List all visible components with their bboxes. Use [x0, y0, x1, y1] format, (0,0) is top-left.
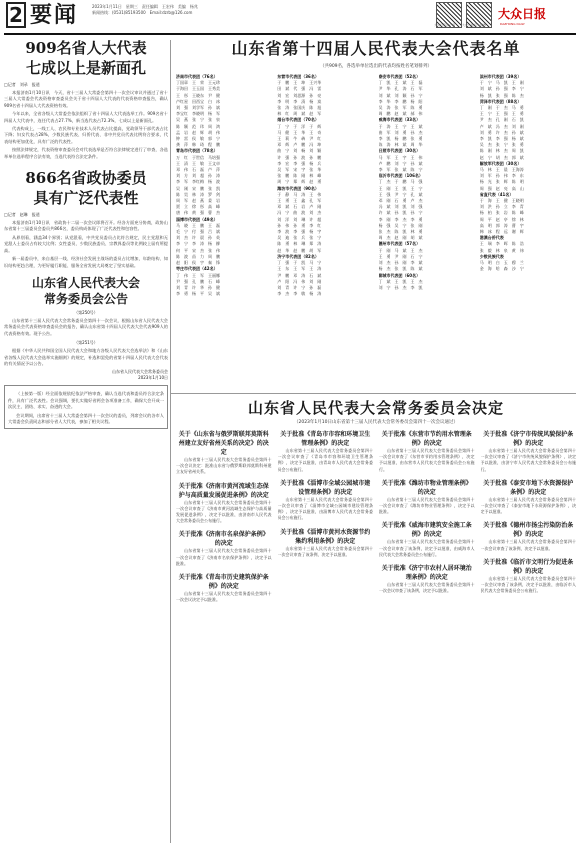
- decisions-title: 山东省人民代表大会常务委员会决定: [247, 399, 504, 417]
- decision-item: [176, 530, 272, 567]
- deputy-names-line: 赵 华 赵 鹏 胡 军: [277, 247, 322, 253]
- story-headline: 具有广泛代表性: [33, 189, 139, 208]
- decisions-column: [278, 430, 374, 842]
- delegation-heading: 聊城市代表团（60名）: [378, 272, 421, 278]
- delegation-heading: 青岛市代表团（78名）: [176, 148, 218, 154]
- deputy-names-line: 钟 雷 侯 敏 郭 宁: [176, 136, 220, 142]
- deputy-names-line: 卢红星 田西宝 白 冰: [176, 98, 220, 104]
- decision-item: [481, 558, 577, 595]
- deputy-names-line: 李 波 李 强 杨 宇: [277, 229, 322, 235]
- story-deputies: [4, 38, 168, 160]
- masthead: [0, 0, 580, 34]
- deputy-names-line: 马 林 王 晨 王海涛: [479, 167, 524, 173]
- deputy-list: [176, 74, 576, 390]
- story-paragraph: 本报济南1月10日讯 省政协十二届一次会议即将召开。经各方面充分协商，政协山东省第十三届委员会委员共866名，委员构成体现了广泛代表性和包容性。: [4, 220, 168, 232]
- deputy-names-line: 尹 强 孔 鹏 石 峰: [176, 278, 220, 284]
- deputy-names-line: 王 清 王 敏 王文卓: [176, 160, 220, 166]
- deputy-names-line: 张 涛 张国庆 陈 旭: [277, 105, 322, 111]
- masthead-meta-line: 新闻热线：(0531)85193500 Email:dzrb@126.com: [92, 10, 193, 15]
- decision-body: 山东省第十三届人民代表大会常务委员会第四十一次会议决定：批准山东省与俄罗斯联邦莫斯科州建立友好省州关系。: [176, 457, 272, 475]
- decision-body: 山东省第十三届人民代表大会常务委员会第四十一次会议审查了《东营市节约用水管理条例》，决定予以批准，由东营市人民代表大会常务委员会公布施行。: [379, 448, 475, 472]
- decision-title: 关于批准《潍坊市物业管理条例》的决定: [381, 479, 472, 496]
- deputy-names-line: 许 斌 孙 凯 孙 宁: [378, 210, 423, 216]
- deputy-list-column: [176, 74, 272, 390]
- deputy-names-line: 吴 杰 张 宁 张 勇: [479, 142, 524, 148]
- story-headline: 866名省政协委员: [25, 169, 147, 188]
- delegation-heading: 日照市代表团（30名）: [378, 148, 421, 154]
- deputy-names-line: 尹 杰 孔 刚 石 凯: [479, 117, 524, 123]
- deputy-names-line: 马 明 白 玉 穆 兰: [479, 260, 524, 266]
- decision-body: 山东省第十三届人民代表大会常务委员会第四十一次会议审查了《淄博市全域公园城市建设管理条例》，决定予以批准，由淄博市人民代表大会常务委员会公布施行。: [277, 496, 373, 521]
- decision-item: [379, 479, 475, 516]
- delegation-heading: 少数民族代表: [479, 253, 504, 259]
- decision-title: 关于批准《泰安市地下水资源保护条例》的决定: [483, 479, 574, 496]
- column-divider: [170, 40, 171, 843]
- deputy-names-line: 丁 强 于 凯 马 宁: [277, 260, 322, 266]
- deputy-names-line: 林 红 周 斌 赵 军: [277, 111, 322, 117]
- decision-title: 关于批准《淄博市黄河水资源节约集约利用条例》的决定: [280, 528, 371, 545]
- decision-title: 关于批准《临沂市文明行为促进条例》的决定: [483, 558, 574, 575]
- deputy-list-column: [480, 74, 576, 390]
- decisions-column: [379, 430, 475, 842]
- deputy-names-line: 孟 岩 赵 辉 胡 伟: [176, 129, 220, 135]
- deputy-names-line: 刘 杰 孙 刚 李 斌: [378, 260, 423, 266]
- decision-item: [176, 430, 272, 476]
- deputy-list-column: [277, 74, 373, 390]
- deputy-names-line: 李 明 李 清 杨 岚: [277, 98, 322, 104]
- deputy-names-line: 丁 凯 王 斌 王 磊: [378, 80, 423, 86]
- delegation-heading: 济南市代表团（76名）: [176, 74, 218, 79]
- decision-item: [481, 479, 577, 516]
- deputy-names-line: 杨 柏 张 岩 陈 峰: [479, 210, 524, 216]
- story-paragraph: 新一届委员中，来自基层一线、经济社会发展主战场的委员占比增加，年龄结构、知识结构更趋合理，为更好履行职能、服务全省发展大局奠定了坚实基础。: [4, 256, 168, 268]
- deputy-names-line: 张 毅 林 泉 黄 炜: [479, 247, 524, 253]
- decision-title: 关于批准《东营市节约用水管理条例》的决定: [381, 431, 472, 447]
- deputy-names-line: 于 涛 王 宁 王 斌: [378, 123, 423, 129]
- decision-body: 山东省第十三届人民代表大会常务委员会第四十一次会议审查了该条例，决定予以批准，由威海市人民代表大会常务委员会公布施行。: [379, 539, 475, 557]
- left-column: [4, 38, 168, 843]
- deputy-names-line: 李 勇 杨 平 吴 斌: [176, 291, 220, 297]
- deputy-names-line: 吴 迪 张 兵 张 宁: [277, 235, 322, 241]
- story-paragraph: 今年以来，全省各级人大常委会依法组织了省十四届人大代表选举工作。909名省十四届人大代表中，连任代表占27.7%，新当选代表占72.3%，七成以上是新面孔。: [4, 111, 168, 123]
- decision-body: 山东省第十三届人民代表大会常务委员会第四十一次会议审查了《济宁市传统风貌保护条例》，决定予以批准，由济宁市人民代表大会常务委员会公布施行。: [480, 448, 576, 472]
- notice-date: 2023年1月10日: [138, 375, 168, 381]
- delegation-heading: 德州市代表团（57名）: [378, 241, 421, 247]
- deputy-names-line: 赵 宁 胡 杰 郭 斌: [479, 154, 524, 160]
- continued-story: [4, 385, 168, 429]
- deputy-names-line: 陈 颖 范 玮 周 鸿: [176, 123, 220, 129]
- masthead-meta: [92, 4, 198, 16]
- story-byline: □记者 赵琳 报道: [4, 212, 40, 218]
- decisions-column: [481, 430, 577, 842]
- deputy-names-line: 刘 方 刘 超 孙 涛: [176, 173, 220, 179]
- decision-body: 山东省第十三届人民代表大会常务委员会第四十一次会议审查了该条例，决定予以批准。: [277, 545, 373, 557]
- deputy-names-line: 卢 鹏 刘 宁 孙 斌: [378, 160, 423, 166]
- deputy-names-line: 王 勇 尹 刚 石 宁: [378, 253, 423, 259]
- deputy-names-line: 周 宁 郑 辉 赵 勇: [277, 179, 322, 185]
- deputy-names-line: 丁 伟 王 军 王丽娜: [176, 272, 220, 278]
- deputy-names-line: 赵 阳 侯 宇 秦 锋: [176, 260, 220, 266]
- decision-item: [278, 528, 374, 558]
- story-headline: 909名省人大代表: [25, 39, 147, 57]
- story-paragraph: 从界别看，涵盖34个界别；从党派看，中共党员委员占比符合规定，民主党派和无党派人士委员占有较大比例；女性委员、少数民族委员、宗教界委员等比例较上届有所提高。: [4, 234, 168, 253]
- deputy-names-line: 杨 杰 张 凯 陈 斌: [378, 266, 423, 272]
- deputy-names-line: 马 健 王 华 王 奇: [277, 129, 322, 135]
- deputy-names-line: 冯 斌 刘 凯 刘 强: [378, 204, 423, 210]
- delegation-heading: 解放军代表团（30名）: [479, 160, 522, 166]
- decision-body: 山东省第十三届人民代表大会常务委员会第四十一次会议审查了该条例，决定予以批准，由临沂市人民代表大会常务委员会公布施行。: [480, 575, 576, 594]
- deputy-names-line: 吴 涛 张 军 陈 勇: [378, 105, 423, 111]
- deputy-names-line: 杨 凯 张 强 陈 杰: [479, 92, 524, 98]
- story-cppcc: [4, 168, 168, 269]
- deputy-names-line: 于 刚 马 斌 王 杰: [378, 247, 423, 253]
- decision-item: [379, 521, 475, 558]
- deputy-names-line: 陈 涛 林 斌 周 华: [378, 142, 423, 148]
- decision-item: [481, 430, 577, 473]
- deputy-names-line: 韩 冰 程 远 谢 辉: [479, 229, 524, 235]
- deputy-names-line: 王 强 尹 宁 孔 斌: [378, 191, 423, 197]
- notice-title: 常务委员会公告: [43, 291, 128, 306]
- deputy-names-line: 曲 宁 刘 畅 刘 颖: [277, 148, 322, 154]
- masthead-rule: [4, 33, 576, 35]
- decision-title: 关于批准《青岛市市容和环境卫生管理条例》的决定: [280, 431, 371, 447]
- deputy-names-line: 刘 青 许 华 孙 健: [176, 284, 220, 290]
- delegation-heading: 临沂市代表团（106名）: [378, 173, 423, 179]
- deputy-names-line: 刘 强 刘学军 孙 斌: [176, 105, 220, 111]
- deputy-names-line: 吴 燕 张 宁 张 泉: [176, 117, 220, 123]
- deputy-names-line: 吴 军 宋 宇 张 华: [277, 167, 322, 173]
- deputy-names-line: 龚 萍 韩 琦 程 鹏: [176, 142, 220, 148]
- list-subtitle: （共909名，各选举单位选出的代表均按姓名笔划排列）: [319, 64, 433, 69]
- decision-title: 关于批准《济宁市传统风貌保护条例》的决定: [483, 431, 574, 447]
- deputy-names-line: 邓 斌 石 岩 卢 刚: [277, 204, 322, 210]
- notice-text: 山东省第十三届人民代表大会常务委员会第四十一次会议，根据山东省人民代表大会常务委员会代表资格审查委员会的报告，确认山东省第十四届人民代表大会代表909人的代表资格有效。现予公告。: [4, 317, 168, 336]
- qr-caption: 大众日报官方微博: [462, 23, 487, 27]
- deputy-names-line: 李 华 李 鹏 杨 阳: [378, 98, 423, 104]
- deputy-names-line: 田 斌 代 强 冯 雷: [277, 86, 322, 92]
- deputy-names-line: 马 军 王 宇 王 伟: [378, 154, 423, 160]
- decision-item: [278, 430, 374, 473]
- deputy-names-line: 王 刚 王 凯 王 宁: [378, 185, 423, 191]
- decision-item: [379, 564, 475, 594]
- deputy-names-line: 李 刚 李 杰 李 勇: [378, 216, 423, 222]
- deputy-names-line: 金 海 哈 森 沙 宁: [479, 266, 524, 272]
- deputy-list-column: [379, 74, 475, 390]
- deputy-names-line: 李 军 李红梅 杨 波: [176, 179, 220, 185]
- deputy-names-line: 李 宁 李 涛 杨 柳: [176, 241, 220, 247]
- deputy-names-line: 于 海 王 健 王晓明: [479, 198, 524, 204]
- decision-body: 山东省第十三届人民代表大会常务委员会第四十一次会议审查了该条例，决定予以批准。: [379, 582, 475, 594]
- deputy-names-line: 于海田 王玉国 王秀美: [176, 86, 220, 92]
- decision-item: [176, 482, 272, 525]
- deputy-names-line: 刘 青 许 宁 孙 磊: [277, 284, 322, 290]
- decision-title: 关于批准《淄博市全域公园城市建设管理条例》的决定: [280, 479, 371, 496]
- decision-body: 山东省第十三届人民代表大会常务委员会第四十一次会议审查了《潍坊市物业管理条例》，决定予以批准。: [379, 496, 475, 515]
- notice: [4, 275, 168, 381]
- deputy-names-line: 高 明 郭 涛 曹 宇: [479, 222, 524, 228]
- deputy-names-line: 尹 鹏 邓 涛 石 斌: [277, 272, 322, 278]
- deputy-names-line: 唐 伟 黄 强 曹 杰: [176, 210, 220, 216]
- delegation-heading: 泰安市代表团（52名）: [378, 74, 421, 79]
- notice-text: 根据《中华人民共和国全国人民代表大会和地方各级人民代表大会选举法》和《山东省各级人民代表大会选举实施细则》的规定，补选和罢免的省第十四届人民代表大会代表的有关情况予以公告。: [4, 348, 168, 366]
- deputy-names-line: 邓 辉 卢 鹏 冯 坤: [277, 142, 322, 148]
- deputy-names-line: 卢 斌 冯 杰 刘 刚: [479, 123, 524, 129]
- page-number: 2: [6, 2, 26, 28]
- deputy-names-line: 杨 光 张 辉 陈 明: [479, 179, 524, 185]
- deputy-names-line: 王 莉 牛 犇 尹 红: [277, 136, 322, 142]
- notice-number: （第250号）: [74, 309, 98, 315]
- deputy-names-line: 李宝红 李晓明 杨 军: [176, 111, 220, 117]
- newspaper-logo: 大众日报: [498, 7, 547, 21]
- deputy-names-line: 冯 宁 曲 波 刘 杰: [277, 210, 322, 216]
- deputy-names-line: 王 彤 王晓东 尹 健: [176, 92, 220, 98]
- decisions-area: [176, 430, 576, 842]
- deputy-names-line: 刘 杰 许 晨 孙 英: [176, 235, 220, 241]
- deputy-names-line: 周 军 赵 燕 姜 岩: [176, 198, 220, 204]
- delegation-heading: 东营市代表团（36名）: [277, 74, 319, 79]
- delegation-heading: 枣庄市代表团（42名）: [176, 266, 218, 272]
- deputy-names-line: 何 平 宋 杰 张 伟: [176, 247, 220, 253]
- decision-body: 山东省第十三届人民代表大会常务委员会第四十一次会议审查了该条例，决定予以批准。: [480, 539, 576, 551]
- deputy-names-line: 丁国章 王 荣 王元珍: [176, 80, 220, 86]
- deputy-names-line: 王 东 王 军 王 涛: [277, 266, 322, 272]
- deputy-names-line: 刘 洪 孙 立 李 青: [479, 204, 524, 210]
- notice-number: （第251号）: [74, 340, 98, 346]
- deputy-names-line: 王 勇 王 鑫 孔 军: [277, 198, 322, 204]
- decision-body: 山东省第十三届人民代表大会常务委员会第四十一次会议审查了《泰安市地下水资源保护条例》，决定予以批准。: [480, 496, 576, 515]
- delegation-heading: 港澳台侨代表: [479, 235, 504, 241]
- deputy-names-line: 丁 刚 于 杰 马 勇: [479, 105, 524, 111]
- story-paragraph: 代表构成上，一线工人、农民和专业技术人员代表占比提高，党政领导干部代表占比下降；妇女代表占28%，少数民族代表、归侨代表、非中共党员代表比例符合要求，代表结构更加优化，具有广泛的代表性。: [4, 126, 168, 144]
- newspaper-logo-sub: DAZHONG DAILY: [500, 22, 525, 26]
- notice-signature: 山东省人民代表大会常务委员会: [112, 369, 168, 375]
- deputy-names-line: 孙 伟 孙 勇 李 红: [277, 222, 322, 228]
- deputy-names-line: 李 杰 李 敏 杨 涛: [277, 291, 322, 297]
- decision-body: 山东省第十三届人民代表大会常务委员会第四十一次会议决定予以批准。: [176, 591, 272, 603]
- decisions-subtitle: （2023年1月10日山东省第十三届人民代表大会常务委员会第四十一次会议通过）: [293, 420, 459, 425]
- story-byline: □记者 刘录 报道: [4, 82, 40, 87]
- decision-body: 山东省第十三届人民代表大会常务委员会第四十一次会议审查了《济南市黄河流域生态保护与高质量发展促进条例》，决定予以批准，由济南市人民代表大会常务委员会公布施行。: [176, 499, 272, 524]
- deputy-names-line: 刘 勇 许 杰 孙 斌: [479, 129, 524, 135]
- deputy-names-line: 刘 军 孙 伟 李 东: [479, 173, 524, 179]
- deputy-names-line: 陈 刚 林 杰 周 凯: [479, 148, 524, 154]
- deputy-names-line: 王 宁 王 强 王 勇: [479, 111, 524, 117]
- deputy-names-line: 刘 宁 孙 杰 李 凯: [378, 284, 423, 290]
- deputy-names-line: 丁 杰 于 鹏 马 强: [378, 179, 423, 185]
- delegation-heading: 省直代表（41名）: [479, 191, 514, 197]
- story-paragraph: （上接第一版）经全面依规依纪依法严格审查，确认当选代表和委员符合法定条件，具有广泛代表性。会议强调，要扎实做好省两会各项准备工作，确保大会开成一次民主、团结、求实、奋进的大会。: [8, 391, 164, 410]
- deputy-names-line: 丁 斌 王 凯 王 杰: [378, 278, 423, 284]
- deputy-names-line: 李 宏 李 强 杨 兵: [277, 160, 322, 166]
- deputy-names-line: 刘 斌 刘 颖 孙 宁: [378, 92, 423, 98]
- deputy-names-line: 许 强 孙 波 孙 鹏: [277, 154, 322, 160]
- decision-title: 关于批准《青岛市历史建筑保护条例》的决定: [178, 574, 269, 591]
- section-title: 要闻: [30, 2, 79, 28]
- deputy-names-line: 周 强 赵 亮 高 山: [479, 185, 524, 191]
- deputy-names-line: 万 红 于世信 马培强: [176, 154, 220, 160]
- deputy-names-line: 马 晓 王 鹏 王 磊: [176, 222, 220, 228]
- delegation-heading: 烟台市代表团（70名）: [277, 117, 319, 123]
- deputy-names-line: 于 鹏 王 坤 王兴华: [277, 80, 322, 86]
- deputy-names-line: 李 凯 杨 鹏 张 勇: [378, 136, 423, 142]
- deputy-names-line: 于 宁 马 凯 王 刚: [479, 80, 524, 86]
- decision-body: 山东省第十三届人民代表大会常务委员会第四十一次会议审查了《济南市名泉保护条例》，决定予以批准。: [176, 548, 272, 566]
- decision-item: [379, 430, 475, 473]
- masthead-meta-line: 2023年1月11日 星期三 责任编辑 王宏伟 美编 杨兆: [92, 4, 198, 9]
- deputy-names-line: 周 平 赵 亭 徐 林: [479, 216, 524, 222]
- deputy-names-line: 于 静 马 涛 王 伟: [277, 191, 322, 197]
- decisions-column: [176, 430, 272, 842]
- deputy-names-line: 张 杰 陈 凯 林 勇: [378, 229, 423, 235]
- deputy-names-line: 周 鹏 赵 斌 郝 伟: [378, 111, 423, 117]
- deputy-names-line: 贾 立 徐 彤 高 峰: [176, 204, 220, 210]
- delegation-heading: 威海市代表团（33名）: [378, 117, 421, 123]
- decision-item: [278, 479, 374, 522]
- deputy-names-line: 陈 昊 林 涛 罗 剑: [176, 191, 220, 197]
- story-paragraph: 本报济南1月10日讯 今天，省十三届人大常委会第四十一次会议审议并通过了省十三届人大常委会代表资格审查委员会关于省十四届人大代表的代表资格审查报告，确认909名省十四届人大代表资格有效。: [4, 90, 168, 108]
- story-headline: 七成以上是新面孔: [25, 59, 146, 77]
- decision-item: [176, 573, 272, 603]
- deputy-names-line: 邓 伟 石 磊 卢 萍: [176, 167, 220, 173]
- decision-title: 关于批准《济南市黄河流域生态保护与高质量发展促进条例》的决定: [178, 482, 269, 499]
- delegation-heading: 菏泽市代表团（88名）: [479, 98, 522, 104]
- deputy-names-line: 杨 强 吴 宁 张 刚: [378, 222, 423, 228]
- decision-title: 关于《山东省与俄罗斯联邦莫斯科州建立友好省州关系的决定》的决定: [178, 431, 269, 456]
- story-paragraph: 会议期间，出席省十三届人大常委会第四十一次会议的委员，列席会议的各市人大常委会负责同志和部分省人大代表，参加了相关议程。: [8, 412, 164, 424]
- deputy-names-line: 张 鹏 陈 刚 林 峰: [277, 173, 322, 179]
- delegation-heading: 潍坊市代表团（90名）: [277, 185, 319, 191]
- decision-title: 关于批准《德州市扬尘污染防治条例》的决定: [483, 522, 574, 539]
- deputy-names-line: 尹 华 孔 涛 石 军: [378, 86, 423, 92]
- qr-caption: 大众日报客户端: [434, 23, 456, 27]
- deputy-names-line: 李 军 张 斌 陈 宁: [378, 167, 423, 173]
- decision-title: 关于批准《济南市名泉保护条例》的决定: [178, 531, 269, 548]
- deputy-names-line: 王 瑞 李 晖 陈 浩: [479, 241, 524, 247]
- deputy-names-line: 陈 勇 林 琳 郑 涛: [277, 241, 322, 247]
- deputy-names-line: 周 杰 赵 刚 胡 斌: [378, 235, 423, 241]
- deputy-names-line: 邓 刚 石 勇 卢 杰: [378, 198, 423, 204]
- deputy-names-line: 李 凯 李 强 杨 斌: [479, 136, 524, 142]
- deputy-names-line: 刘 斌 孙 强 李 宁: [479, 86, 524, 92]
- deputy-names-line: 刘 宏 刘思源 孙 亮: [277, 92, 322, 98]
- deputy-names-line: 丁 宁 于 洋 于 辉: [277, 123, 322, 129]
- list-title: 山东省第十四届人民代表大会代表名单: [231, 39, 521, 58]
- notice-title: 山东省人民代表大会: [31, 275, 140, 290]
- delegation-heading: 淄博市代表团（49名）: [176, 216, 218, 222]
- deputy-names-line: 陈 波 苗 力 周 鹏: [176, 253, 220, 259]
- delegation-heading: 滨州市代表团（39名）: [479, 74, 522, 79]
- decision-title: 关于批准《济宁市农村人居环境治理条例》的决定: [381, 565, 472, 582]
- decision-title: 关于批准《威海市建筑安全施工条例》的决定: [381, 522, 472, 539]
- decision-body: 山东省第十三届人民代表大会常务委员会第四十一次会议审查了《青岛市市容和环境卫生管理条例》，决定予以批准，由青岛市人民代表大会常务委员会公布施行。: [277, 448, 373, 472]
- deputy-names-line: 曲 军 刘 勇 孙 杰: [378, 129, 423, 135]
- story-paragraph: 按照法律规定，代表资格审查委员会对代表选举是否符合法律规定进行了审查，各选举单位选举程序合法有效，当选代表符合法定条件。: [4, 147, 168, 159]
- deputy-names-line: 吴 刚 宋 鹏 张 凯: [176, 185, 220, 191]
- deputy-names-line: 卢 阳 冯 伟 刘 刚: [277, 278, 322, 284]
- deputy-names-line: 毛 宁 付 强 吕 斌: [176, 229, 220, 235]
- decision-item: [481, 521, 577, 551]
- delegation-heading: 济宁市代表团（82名）: [277, 253, 319, 259]
- deputy-names-line: 刘 洋 刘 琳 许 超: [277, 216, 322, 222]
- section-divider: [171, 393, 576, 394]
